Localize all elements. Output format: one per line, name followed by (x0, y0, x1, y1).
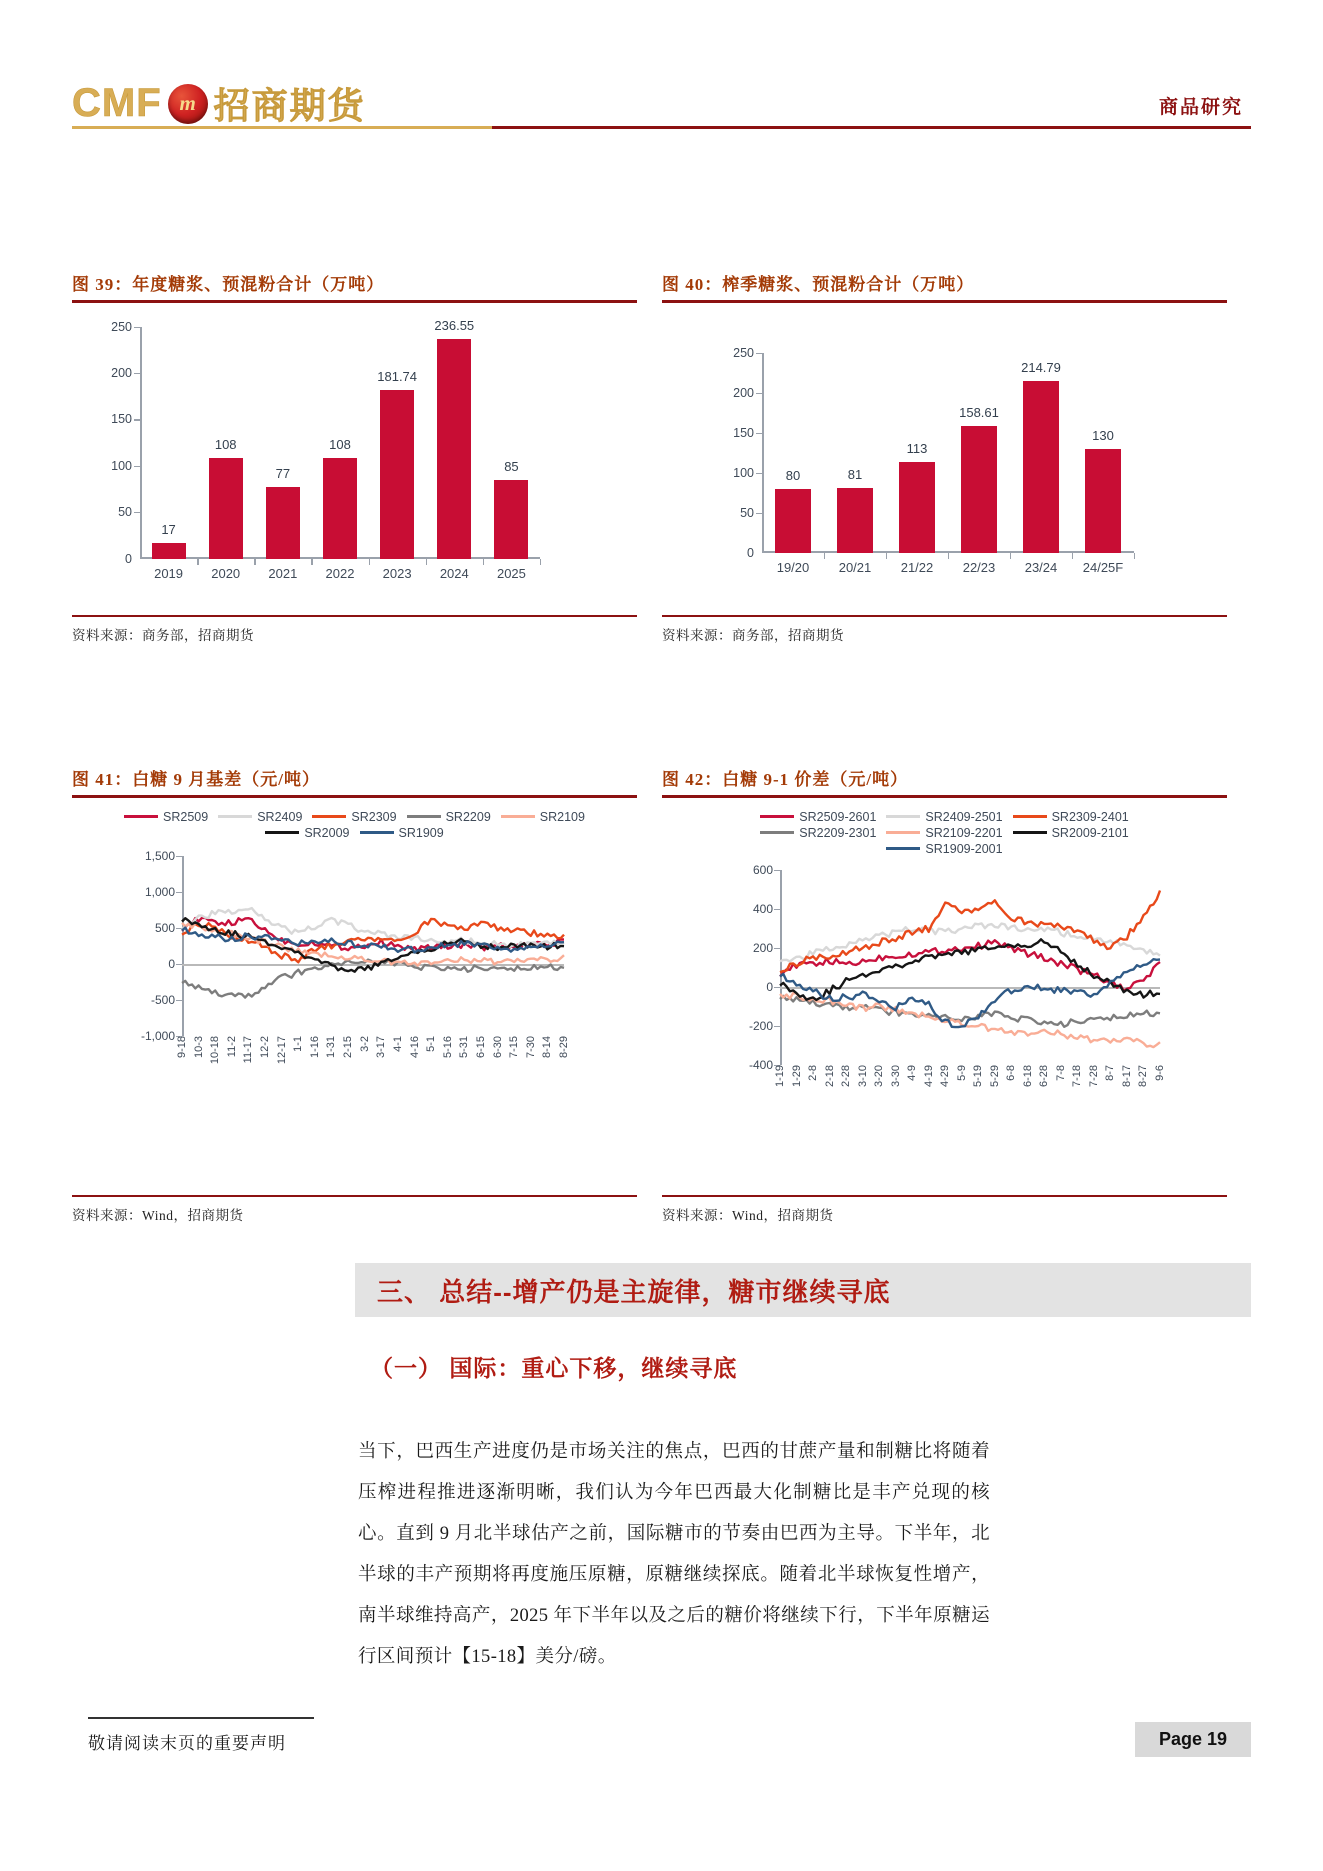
figure-40-chart (662, 303, 1227, 613)
legend-label: SR2409 (257, 809, 303, 824)
bar-value-label: 214.79 (1021, 359, 1061, 375)
bar (775, 489, 811, 553)
legend-swatch (886, 831, 920, 834)
x-tick-label: 1-31 (325, 1035, 338, 1058)
bar-value-label: 77 (275, 466, 291, 482)
bar (494, 480, 528, 559)
footer-disclaimer: 敬请阅读末页的重要声明 (88, 1734, 286, 1753)
logo-cmf-text: CMF (72, 81, 162, 125)
x-tick-label: 2023 (382, 565, 412, 581)
y-tick-label: -400 (748, 1057, 773, 1072)
x-tick-label: 8-17 (1120, 1064, 1133, 1087)
x-tick-label: 1-29 (790, 1064, 803, 1087)
y-tick-label: 100 (733, 465, 754, 480)
legend-item (124, 810, 208, 824)
x-tick-label: 1-16 (308, 1035, 321, 1058)
bar-value-label: 181.74 (377, 368, 418, 384)
y-tick-label: 0 (125, 551, 132, 566)
bar-value-label: 17 (161, 521, 176, 537)
legend-item (1013, 826, 1129, 840)
legend-swatch (1013, 815, 1047, 818)
legend-label: SR2009 (304, 825, 350, 840)
legend-item (312, 810, 396, 824)
legend-swatch (1013, 831, 1047, 834)
figure-42 (662, 765, 1227, 1224)
x-tick-label: 2019 (154, 565, 184, 581)
bar (209, 458, 243, 558)
series-canvas (780, 870, 1160, 1065)
x-tick-label: 2021 (268, 565, 298, 581)
x-tick-label: 11-17 (242, 1035, 255, 1063)
x-tick (369, 559, 370, 565)
x-tick (948, 553, 949, 559)
header-rule-red (492, 126, 1251, 129)
figure-42-chart (662, 798, 1227, 1193)
x-tick-label: 7-15 (508, 1035, 521, 1058)
legend-item (360, 826, 444, 840)
x-tick (824, 553, 825, 559)
x-tick-label: 8-14 (541, 1035, 554, 1058)
page-number-badge: Page 19 (1135, 1722, 1251, 1757)
bar (961, 426, 997, 553)
x-tick-label: 22/23 (962, 559, 996, 575)
figure-41-title: 图 41：白糖 9 月基差（元/吨） (72, 770, 320, 789)
x-tick-label: 2-15 (342, 1035, 355, 1058)
x-tick-label: 23/24 (1024, 559, 1058, 575)
x-tick-label: 3-10 (856, 1064, 869, 1087)
x-tick-label: 5-29 (988, 1064, 1001, 1087)
legend-swatch (501, 815, 535, 818)
bar-value-label: 236.55 (434, 317, 475, 333)
bar-value-label: 158.61 (959, 404, 999, 420)
bar-value-label: 130 (1092, 427, 1114, 443)
legend-swatch (124, 815, 158, 818)
x-tick-label: 2025 (496, 565, 526, 581)
bar-value-label: 85 (504, 458, 519, 474)
legend-label: SR2009-2101 (1051, 825, 1129, 840)
figure-40-source: 资料来源：商务部，招商期货 (662, 628, 844, 643)
y-tick-label: 0 (766, 979, 773, 994)
plot-area (111, 317, 540, 581)
bar (266, 487, 300, 558)
y-tick (756, 433, 762, 434)
y-tick-label: 1,500 (144, 848, 175, 863)
legend-item (886, 842, 1002, 856)
legend-label: SR2509-2601 (799, 809, 877, 824)
legend-item (501, 810, 585, 824)
x-tick-label: 4-29 (939, 1064, 952, 1087)
x-tick-label: 1-1 (292, 1035, 305, 1052)
x-tick-label: 3-30 (889, 1064, 902, 1087)
figure-39 (72, 270, 637, 644)
x-tick-label: 12-2 (259, 1035, 272, 1058)
legend-swatch (265, 831, 299, 834)
y-tick-label: 200 (733, 385, 754, 400)
x-tick-label: 4-19 (922, 1064, 935, 1087)
legend-label: SR2509 (163, 809, 209, 824)
y-tick (134, 373, 140, 374)
plot-area (733, 345, 1134, 575)
y-axis (140, 327, 142, 559)
y-tick-label: 250 (111, 319, 132, 334)
y-tick-label: -500 (150, 992, 175, 1007)
figure-39-source: 资料来源：商务部，招商期货 (72, 628, 254, 643)
bar (1085, 449, 1121, 553)
y-tick-label: 150 (733, 425, 754, 440)
x-tick (483, 559, 484, 565)
section-heading-band (355, 1263, 1251, 1317)
figure-39-title: 图 39：年度糖浆、预混粉合计（万吨） (72, 275, 385, 294)
x-tick-label: 10-3 (192, 1035, 205, 1058)
x-tick-label: 11-2 (225, 1035, 238, 1057)
x-tick-label: 24/25F (1082, 559, 1124, 575)
bar-value-label: 113 (906, 441, 928, 457)
x-tick-label: 3-2 (358, 1035, 371, 1052)
bar (380, 390, 414, 559)
legend-label: SR2309 (351, 809, 397, 824)
legend-swatch (760, 831, 794, 834)
figure-39-chart (72, 303, 637, 613)
subsection-heading: （一） 国际：重心下移，继续寻底 (370, 1355, 738, 1381)
bar (1023, 381, 1059, 553)
y-tick-label: 50 (740, 505, 754, 520)
logo-company-name: 招商期货 (213, 86, 366, 126)
x-tick-label: 8-29 (558, 1035, 570, 1058)
legend-label: SR1909 (398, 825, 444, 840)
x-tick (426, 559, 427, 565)
bar (899, 462, 935, 552)
legend-swatch (312, 815, 346, 818)
x-tick (197, 559, 198, 565)
bar-value-label: 80 (785, 467, 801, 483)
y-tick-label: 400 (752, 901, 773, 916)
x-tick-label: 2024 (439, 565, 469, 581)
header-rule-gold (72, 126, 492, 129)
figure-40 (662, 270, 1227, 644)
page-header (72, 72, 1251, 134)
x-tick-label: 1-19 (774, 1064, 786, 1087)
x-tick-label: 5-31 (458, 1035, 471, 1058)
y-tick-label: -1,000 (140, 1028, 175, 1043)
legend-item (407, 810, 491, 824)
bar (837, 488, 873, 553)
y-tick-label: 0 (168, 956, 175, 971)
bar-value-label: 81 (847, 466, 863, 482)
y-tick (134, 512, 140, 513)
x-tick-label: 4-9 (906, 1064, 919, 1081)
bar (323, 458, 357, 558)
y-tick-label: 200 (752, 940, 773, 955)
x-tick-label: 2-28 (840, 1064, 853, 1087)
x-tick (1072, 553, 1073, 559)
x-tick-label: 21/22 (900, 559, 934, 575)
y-tick (134, 327, 140, 328)
x-tick-label: 4-1 (391, 1035, 404, 1052)
legend-item (1013, 810, 1129, 824)
figure-42-legend (662, 798, 1227, 860)
x-tick-label: 7-18 (1071, 1064, 1084, 1087)
bar-value-label: 108 (214, 437, 237, 453)
y-tick-label: 100 (111, 458, 132, 473)
plot-area (140, 848, 570, 1064)
y-tick-label: 50 (118, 505, 132, 520)
x-tick (886, 553, 887, 559)
footer-rule (88, 1717, 314, 1719)
x-tick-label: 7-8 (1054, 1064, 1067, 1081)
x-tick-label: 3-17 (375, 1035, 388, 1058)
plot-area (748, 862, 1166, 1087)
y-tick (134, 466, 140, 467)
figure-41-source: 资料来源：Wind，招商期货 (72, 1208, 244, 1223)
legend-label: SR2109-2201 (925, 825, 1003, 840)
x-tick-label: 6-15 (474, 1035, 487, 1058)
x-tick-label: 20/21 (838, 559, 872, 575)
x-tick-label: 2-18 (823, 1064, 836, 1087)
bar (152, 543, 186, 559)
section-heading-text: 三、 总结--增产仍是主旋律，糖市继续寻底 (377, 1276, 891, 1307)
x-tick (1134, 553, 1135, 559)
y-tick-label: 200 (111, 365, 132, 380)
x-tick-label: 2020 (211, 565, 241, 581)
bar-value-label: 108 (329, 437, 351, 453)
legend-label: SR2309-2401 (1051, 809, 1129, 824)
x-tick-label: 9-6 (1154, 1064, 1166, 1081)
legend-item (886, 826, 1002, 840)
x-tick-label: 10-18 (209, 1035, 222, 1064)
y-axis (762, 353, 764, 553)
legend-swatch (760, 815, 794, 818)
x-tick-label: 12-17 (275, 1035, 288, 1064)
legend-swatch (407, 815, 441, 818)
x-tick-label: 6-28 (1038, 1064, 1051, 1087)
x-tick (1010, 553, 1011, 559)
legend-label: SR2409-2501 (925, 809, 1003, 824)
x-tick-label: 9-18 (176, 1035, 188, 1058)
figure-41 (72, 765, 637, 1224)
legend-label: SR2209-2301 (799, 825, 877, 840)
y-tick-label: 0 (747, 545, 754, 560)
figure-40-title: 图 40：榨季糖浆、预混粉合计（万吨） (662, 275, 975, 294)
y-tick (134, 419, 140, 420)
figure-41-legend (72, 798, 637, 844)
x-tick-label: 6-18 (1021, 1064, 1034, 1087)
brand-logo (72, 78, 366, 129)
x-tick-label: 7-30 (524, 1035, 537, 1058)
y-tick (756, 473, 762, 474)
figure-41-chart (72, 798, 637, 1193)
legend-swatch (218, 815, 252, 818)
legend-label: SR1909-2001 (925, 841, 1003, 856)
legend-item (218, 810, 302, 824)
y-tick-label: -200 (748, 1018, 773, 1033)
x-tick-label: 5-9 (955, 1064, 968, 1081)
x-tick-label: 6-8 (1005, 1064, 1018, 1081)
x-tick-label: 5-1 (425, 1035, 438, 1052)
y-tick (756, 353, 762, 354)
x-tick (254, 559, 255, 565)
header-category-label: 商品研究 (1158, 97, 1243, 118)
logo-emblem-icon: m (168, 84, 208, 124)
x-tick (540, 559, 541, 565)
legend-swatch (886, 815, 920, 818)
figure-42-title: 图 42：白糖 9-1 价差（元/吨） (662, 770, 909, 789)
legend-swatch (886, 847, 920, 850)
legend-label: SR2209 (445, 809, 491, 824)
legend-label: SR2109 (539, 809, 585, 824)
x-tick (311, 559, 312, 565)
x-tick-label: 7-28 (1087, 1064, 1100, 1087)
legend-item (760, 810, 876, 824)
figure-42-source: 资料来源：Wind，招商期货 (662, 1208, 834, 1223)
y-tick (756, 513, 762, 514)
x-tick-label: 2022 (325, 565, 355, 581)
legend-item (886, 810, 1002, 824)
y-tick-label: 150 (111, 412, 132, 427)
x-tick-label: 3-20 (873, 1064, 886, 1087)
x-tick-label: 19/20 (776, 559, 810, 575)
legend-item (760, 826, 876, 840)
x-tick-label: 8-7 (1104, 1064, 1117, 1081)
legend-swatch (360, 831, 394, 834)
x-tick-label: 5-19 (972, 1064, 985, 1087)
y-tick-label: 500 (154, 920, 175, 935)
x-tick-label: 2-8 (807, 1064, 820, 1081)
y-tick (756, 393, 762, 394)
legend-item (265, 826, 349, 840)
y-tick-label: 600 (752, 862, 773, 877)
x-tick-label: 4-16 (408, 1035, 421, 1058)
x-tick-label: 8-27 (1137, 1064, 1150, 1087)
x-tick-label: 6-30 (491, 1035, 504, 1058)
bar (437, 339, 471, 559)
body-paragraph: 当下，巴西生产进度仍是市场关注的焦点，巴西的甘蔗产量和制糖比将随着压榨进程推进逐渐明晰，我们认为今年巴西最大化制糖比是丰产兑现的核心。直到 9 月北半球估产之前，国际糖市的节奏由巴西为主导。下半年，北半球的丰产预期将再度施压原糖，原糖继续探底。随着北半球恢复性增产，南半球维持高产，2025 年下半年以及之后的糖价将继续下行，下半年原糖运行区间预计【15-18】美分/磅。 (358, 1442, 990, 1667)
y-tick-label: 1,000 (144, 884, 175, 899)
series-canvas (182, 856, 564, 1036)
y-tick-label: 250 (733, 345, 754, 360)
x-tick-label: 5-16 (441, 1035, 454, 1058)
